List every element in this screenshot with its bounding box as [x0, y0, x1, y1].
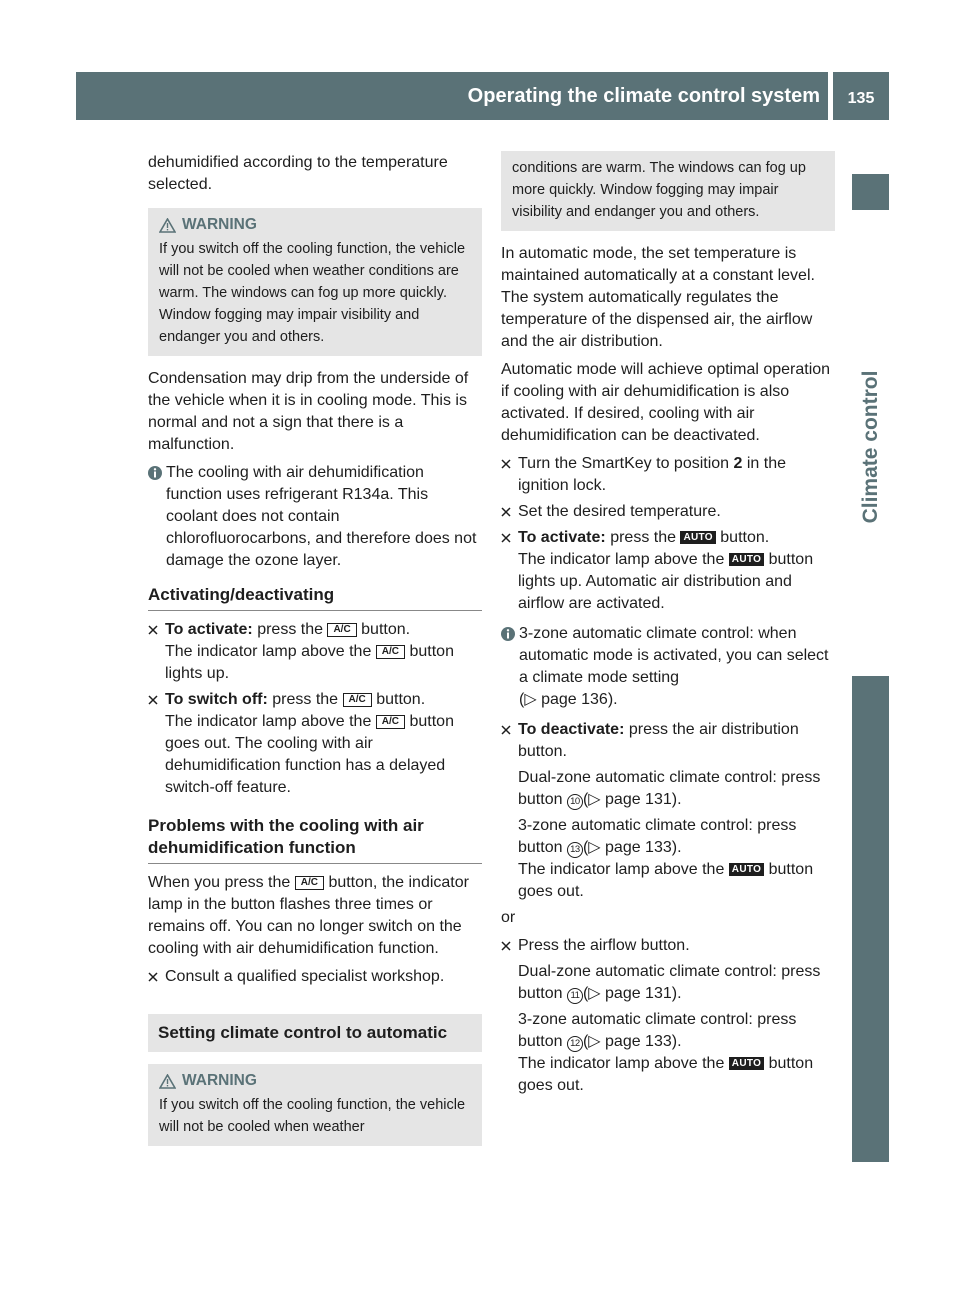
section-heading-problems: Problems with the cooling with air dehumidification function	[148, 815, 482, 864]
problem-text-a: When you press the	[148, 874, 291, 891]
step-arrow-icon	[501, 507, 511, 517]
ac-button-icon: A/C	[376, 715, 405, 729]
info-icon	[148, 465, 162, 481]
step-arrow-icon	[501, 533, 511, 543]
step-text: Set the desired temperature.	[518, 503, 721, 520]
header-bar	[76, 72, 828, 120]
step-text: button goes out.	[518, 1055, 814, 1094]
step-temperature	[501, 501, 835, 523]
or-text: or	[501, 909, 516, 926]
page-title: Operating the climate control system	[467, 85, 820, 107]
step-arrow-icon	[501, 941, 511, 951]
side-tab-marker	[852, 174, 889, 210]
step-deactivate	[501, 719, 835, 903]
ac-button-icon: A/C	[327, 623, 356, 637]
page-reference: (▷ page 131).	[582, 985, 682, 1002]
page-reference: (▷ page 133).	[582, 839, 682, 856]
step-text: button goes out. The cooling with air dehumidification function has a delayed switch-off feature.	[165, 713, 454, 796]
step-text: button lights up.	[165, 643, 454, 682]
info-note-2	[501, 623, 835, 711]
step-text: press the	[610, 529, 676, 546]
step-text: 3-zone automatic climate control: press button	[518, 1011, 797, 1050]
step-switch-off	[148, 689, 482, 799]
warning-text: If you switch off the cooling function, the vehicle will not be cooled when weather	[159, 1097, 466, 1135]
auto-mode-text: In automatic mode, the set temperature is maintained automatically at a constant level. The system automatically regulates the temperature of the dispensed air, the airflow and the air distribution.	[501, 245, 815, 350]
step-arrow-icon	[501, 725, 511, 735]
info-note	[148, 462, 482, 572]
button-number-badge: 10	[567, 794, 583, 810]
warning-heading-text: WARNING	[182, 1072, 257, 1089]
step-text: Dual-zone automatic climate control: press button	[518, 769, 821, 808]
step-activate-auto	[501, 527, 835, 615]
button-number-badge: 12	[567, 1036, 583, 1052]
step-text: Dual-zone automatic climate control: press button	[518, 963, 821, 1002]
info-icon	[501, 626, 515, 642]
key-position: 2	[733, 455, 743, 472]
step-text: in the ignition lock.	[518, 455, 787, 494]
button-number-badge: 11	[567, 988, 583, 1004]
step-arrow-icon	[148, 695, 158, 705]
step-consult	[148, 966, 482, 988]
right-column	[501, 151, 835, 1101]
info-note-text: 3-zone automatic climate control: when automatic mode is activated, you can select a climate mode setting	[519, 625, 829, 686]
auto-button-icon: AUTO	[729, 1057, 764, 1070]
left-column	[148, 152, 482, 1158]
auto-button-icon: AUTO	[729, 863, 764, 876]
step-text: Consult a qualified specialist workshop.	[165, 968, 445, 985]
warning-text: If you switch off the cooling function, the vehicle will not be cooled when weather conditions are warm. The windows can fog up more quickly. Window fogging may impair visibility and endanger you and others.	[159, 241, 466, 345]
condensation-text: Condensation may drip from the underside of the vehicle when it is in cooling mode. This is normal and not a sign that there is a malfunction.	[148, 370, 469, 453]
step-text: The indicator lamp above the	[518, 861, 725, 878]
step-text: The indicator lamp above the	[518, 551, 725, 568]
page-reference: (▷ page 131).	[582, 791, 682, 808]
warning-text: conditions are warm. The windows can fog up more quickly. Window fogging may impair visibility and endanger you and others.	[512, 160, 806, 220]
info-note-text: The cooling with air dehumidification function uses refrigerant R134a. This coolant does not contain chlorofluorocarbons, and therefore does not damage the ozone layer.	[166, 464, 477, 569]
step-label: To activate:	[165, 621, 253, 638]
step-text: button lights up. Automatic air distribution and airflow are activated.	[518, 551, 814, 612]
problem-text-b: button, the indicator lamp in the button flashes three times or remains off. You can no longer switch on the cooling with air dehumidification function.	[148, 874, 469, 957]
step-arrow-icon	[148, 625, 158, 635]
button-number-badge: 13	[567, 842, 583, 858]
step-text: 3-zone automatic climate control: press button	[518, 817, 797, 856]
warning-box	[148, 208, 482, 356]
step-arrow-icon	[148, 972, 158, 982]
page-number-box	[833, 72, 889, 120]
step-label: To activate:	[518, 529, 606, 546]
step-text: The indicator lamp above the	[518, 1055, 725, 1072]
step-text: button.	[376, 691, 426, 708]
section-heading-activating: Activating/deactivating	[148, 584, 482, 611]
step-arrow-icon	[501, 459, 511, 469]
step-text: Press the airflow button.	[518, 937, 690, 954]
auto-button-icon: AUTO	[729, 553, 764, 566]
auto-button-icon: AUTO	[680, 531, 715, 544]
warning-heading-text: WARNING	[182, 216, 257, 233]
step-smartkey	[501, 453, 835, 497]
side-tab-label	[852, 232, 889, 662]
step-text: button goes out.	[518, 861, 814, 900]
ac-button-icon: A/C	[343, 693, 372, 707]
warning-box-2	[148, 1064, 482, 1146]
side-tab-bar	[852, 676, 889, 1162]
step-label: To switch off:	[165, 691, 268, 708]
warning-triangle-icon	[159, 1074, 176, 1089]
warning-triangle-icon	[159, 218, 176, 233]
step-label: To deactivate:	[518, 721, 625, 738]
page-reference: (▷ page 136).	[519, 691, 618, 708]
step-text: press the	[257, 621, 323, 638]
step-text: press the	[272, 691, 339, 708]
step-activate	[148, 619, 482, 685]
warning-heading	[159, 1070, 474, 1092]
page-reference: (▷ page 133).	[582, 1033, 682, 1050]
warning-continued	[501, 151, 835, 231]
optimal-text: Automatic mode will achieve optimal operation if cooling with air dehumidification is also activated. If desired, cooling with air dehumidification can be deactivated.	[501, 361, 831, 444]
ac-button-icon: A/C	[376, 645, 405, 659]
intro-text: dehumidified according to the temperature selected.	[148, 154, 448, 193]
page-number: 135	[847, 90, 875, 107]
side-tab-text: Climate control	[858, 370, 882, 524]
step-text: press the air distribution button.	[518, 721, 799, 760]
step-text: Turn the SmartKey to position	[518, 455, 730, 472]
step-text: button.	[361, 621, 411, 638]
warning-heading	[159, 214, 474, 236]
problem-text	[148, 872, 482, 960]
ac-button-icon: A/C	[295, 876, 324, 890]
step-text: button.	[720, 529, 770, 546]
step-text: The indicator lamp above the	[165, 643, 372, 660]
step-text: The indicator lamp above the	[165, 713, 372, 730]
step-airflow	[501, 935, 835, 1097]
section-heading-automatic: Setting climate control to automatic	[148, 1014, 482, 1052]
